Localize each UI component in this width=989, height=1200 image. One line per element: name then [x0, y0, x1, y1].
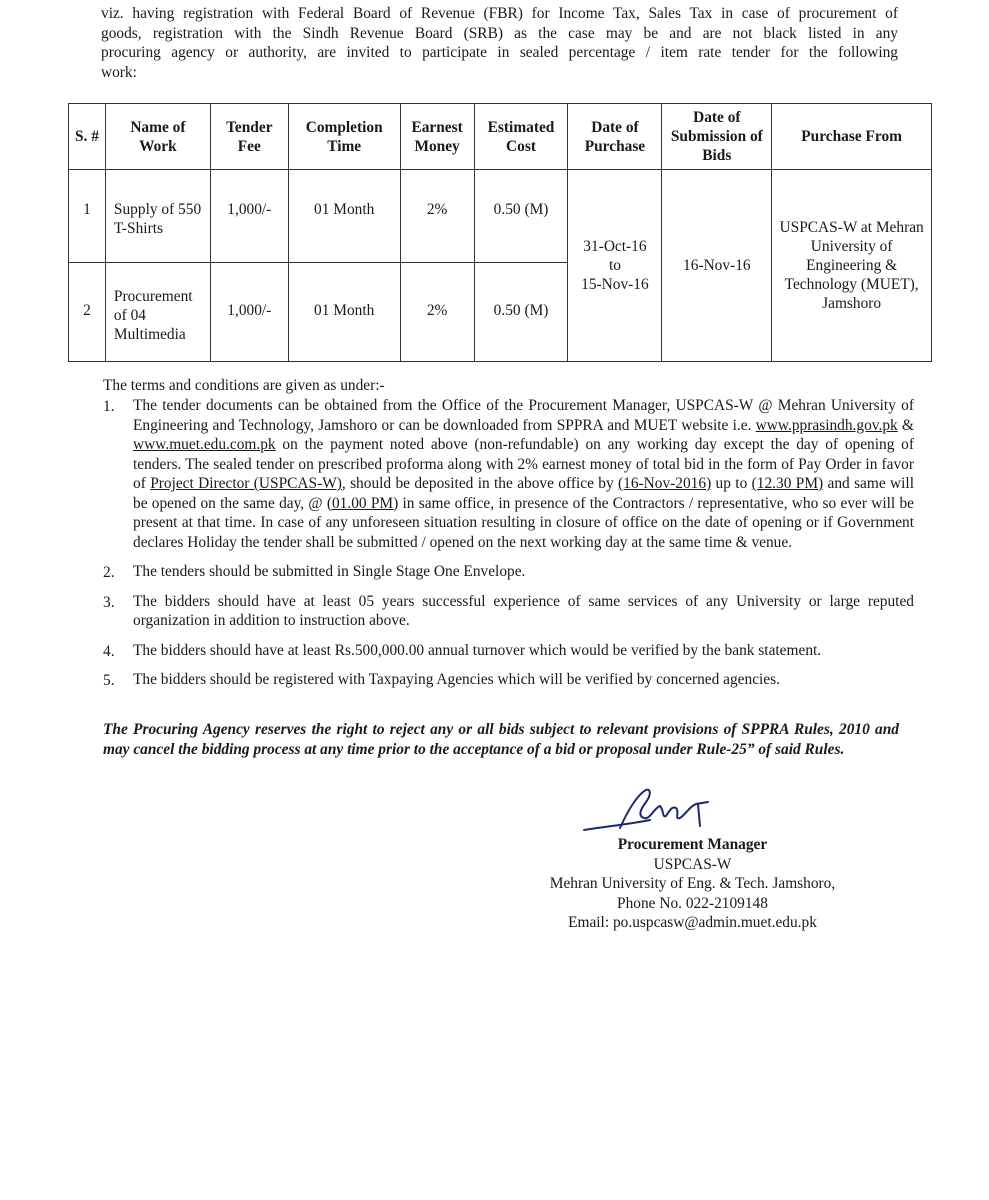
signatory-phone: Phone No. 022-2109148 — [617, 894, 768, 912]
muet-link[interactable]: www.muet.edu.com.pk — [133, 436, 276, 453]
cell-tender-fee: 1,000/- — [210, 170, 288, 263]
term-text: The bidders should be registered with Taxpaying Agencies which will be verified by concerned agencies. — [133, 671, 780, 688]
signatory-role: Procurement Manager — [617, 836, 768, 853]
cell-name-of-work: Procurement of 04 Multimedia — [105, 263, 210, 362]
cell-earnest-money: 2% — [400, 170, 474, 263]
intro-line: viz. having registration with Federal Board of Revenue (FBR) for Income Tax, Sales Tax in case of procurement of — [101, 5, 898, 22]
reservation-clause: The Procuring Agency reserves the right to reject any or all bids subject to relevant provisions of SPPRA Rules, 2010 and may cancel the bidding process at any time prior to the acceptance of a bid or proposal under Rule-25” of said Rules. — [103, 721, 899, 758]
intro-line: goods, registration with the Sindh Revenue Board (SRB) as the case may be and are not black listed in any — [101, 24, 898, 42]
tender-table — [68, 103, 932, 362]
term-text: The tenders should be submitted in Single Stage One Envelope. — [133, 563, 526, 580]
cell-date-of-submission: 16-Nov-16 — [662, 170, 772, 362]
cell-sno: 1 — [69, 170, 106, 263]
deadline-time: (12.30 PM) — [751, 475, 824, 492]
purchase-date-from: 31-Oct-16 — [583, 238, 647, 255]
cell-sno: 2 — [69, 263, 106, 362]
purchase-date-to-word: to — [608, 257, 621, 274]
term-item-1 — [103, 396, 914, 552]
term-item-4 — [103, 641, 914, 661]
signatory-institution: Mehran University of Eng. & Tech. Jamshoro, — [549, 875, 836, 893]
term-number: 5. — [103, 672, 115, 689]
table-row — [69, 170, 932, 263]
table-header-row — [69, 104, 932, 170]
opening-time: (01.00 PM) — [326, 494, 399, 512]
term-text: The bidders should have at least 05 years successful experience of same services of any University or large reputed organization in addition to instruction above. — [133, 592, 914, 629]
term-item-3 — [103, 592, 914, 631]
term-text: & — [897, 416, 914, 434]
term-item-2 — [103, 562, 914, 582]
term-number: 1. — [103, 398, 115, 415]
signatory-org: USPCAS-W — [653, 855, 732, 873]
signature-icon — [580, 780, 730, 840]
cell-completion-time: 01 Month — [288, 263, 400, 362]
terms-heading: The terms and conditions are given as under:- — [103, 377, 385, 394]
intro-line: work: — [101, 63, 137, 81]
header-purchase-from: Purchase From — [772, 104, 932, 170]
term-text: The tender documents can be obtained from the Office of the Procurement Manager, USPCAS-W @ Mehran University of Engineering and Technology, Jamshoro or can be downloaded from SPPRA and MUET website i.e. — [133, 397, 914, 434]
term-text: , should be deposited in the above office by — [341, 475, 619, 492]
term-number: 2. — [103, 564, 115, 581]
cell-purchase-from: USPCAS-W at Mehran University of Engineering & Technology (MUET), Jamshoro — [772, 170, 932, 362]
term-text: and same will be opened on the same day, @ — [133, 475, 914, 512]
terms-list — [103, 396, 914, 700]
pprasindh-link[interactable]: www.pprasindh.gov.pk — [755, 416, 898, 434]
term-text: The bidders should have at least Rs.500,000.00 annual turnover which would be verified by the bank statement. — [133, 641, 822, 659]
payee-name: Project Director (USPCAS-W) — [150, 475, 342, 492]
signatory-block — [520, 835, 865, 933]
term-text: on the payment noted above (non-refundable) on any working day except the day of opening of tenders. The sealed tender on prescribed proforma along with 2% earnest money of total bid in the form of Pay Order in favor of — [133, 436, 914, 492]
deadline-date: (16-Nov-2016) — [618, 475, 712, 492]
cell-name-of-work: Supply of 550 T-Shirts — [105, 170, 210, 263]
intro-line: procuring agency or authority, are invited to participate in sealed percentage / item rate tender for the following — [101, 44, 898, 62]
header-earnest-money: Earnest Money — [400, 104, 474, 170]
header-sno: S. # — [69, 104, 106, 170]
header-estimated-cost: Estimated Cost — [474, 104, 568, 170]
intro-paragraph — [101, 4, 898, 82]
cell-estimated-cost: 0.50 (M) — [474, 170, 568, 263]
cell-estimated-cost: 0.50 (M) — [474, 263, 568, 362]
cell-date-of-purchase — [568, 170, 662, 362]
term-number: 4. — [103, 642, 115, 660]
header-completion-time: Completion Time — [288, 104, 400, 170]
cell-completion-time: 01 Month — [288, 170, 400, 263]
term-text: up to — [711, 475, 752, 492]
header-date-of-submission: Date of Submission of Bids — [662, 104, 772, 170]
cell-tender-fee: 1,000/- — [210, 263, 288, 362]
term-number: 3. — [103, 593, 115, 611]
header-tender-fee: Tender Fee — [210, 104, 288, 170]
header-name-of-work: Name of Work — [105, 104, 210, 170]
header-date-of-purchase: Date of Purchase — [568, 104, 662, 170]
term-item-5 — [103, 670, 914, 690]
signatory-email: Email: po.uspcasw@admin.muet.edu.pk — [568, 914, 817, 932]
cell-earnest-money: 2% — [400, 263, 474, 362]
term-text: in same office, in presence of the Contractors / representative, who so ever will be present at that time. In case of any unforeseen situation resulting in closure of office on the date of opening or if Government declares Holiday the tender shall be submitted / opened on the next working day at the same time & venue. — [133, 494, 914, 551]
purchase-date-to: 15-Nov-16 — [581, 276, 649, 293]
